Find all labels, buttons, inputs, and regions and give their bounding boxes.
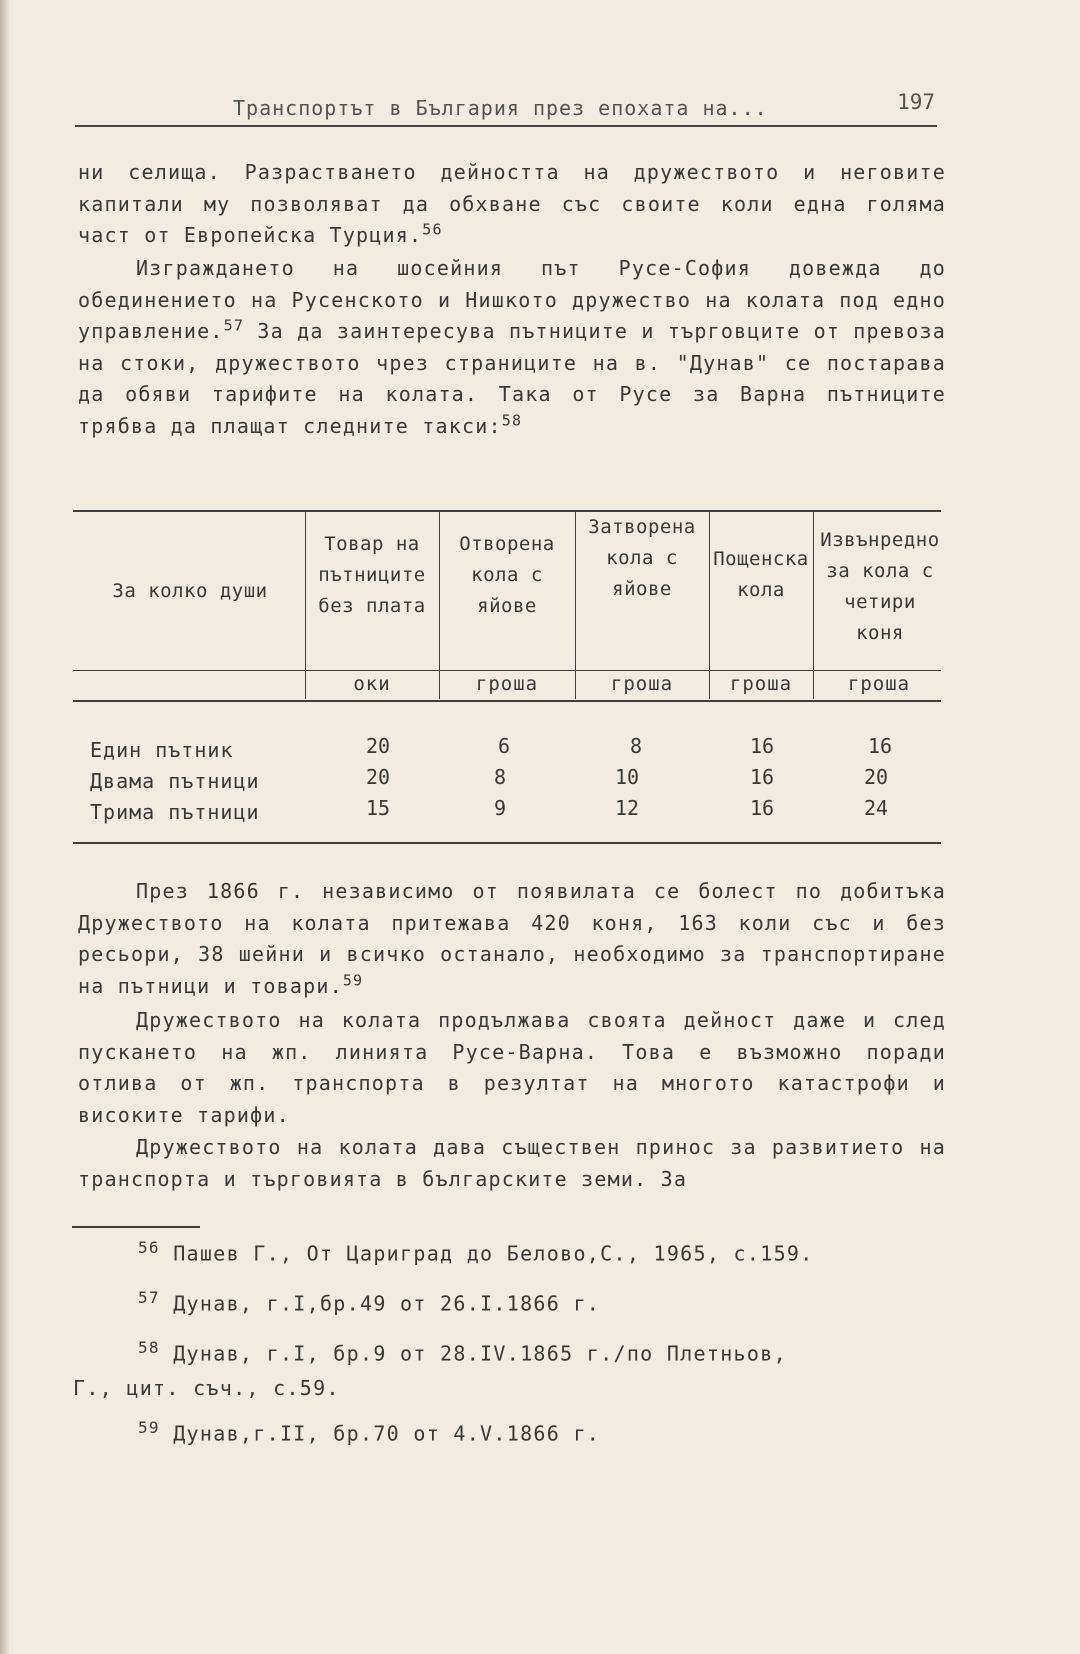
footnote-number: 58	[138, 1338, 160, 1357]
table-cell: 16	[867, 734, 893, 758]
table-cell: 20	[863, 765, 889, 789]
unit-label: гроша	[610, 673, 674, 695]
table-col-divider	[709, 511, 710, 699]
row-label: Трима пътници	[90, 800, 260, 824]
footnote-59	[138, 1418, 600, 1446]
footnote-number: 57	[138, 1288, 160, 1307]
footnote-separator	[72, 1226, 200, 1228]
col-header-closed-carriage: Затворена кола с яйове	[588, 516, 696, 600]
footnote-text: Дунав,г.II, бр.70 от 4.V.1866 г.	[173, 1421, 601, 1446]
col-header-mail-coach: Пощенска кола	[713, 548, 809, 601]
col-header-open-carriage: Отворена кола с яйове	[459, 532, 555, 617]
table-cell: 9	[493, 796, 507, 820]
table-cell: 16	[749, 734, 775, 758]
table-cell: 20	[365, 734, 391, 758]
page-spine-shadow	[0, 0, 9, 1654]
header-rule	[75, 125, 937, 127]
paragraph-2	[78, 253, 946, 442]
footnote-ref-56: 56	[422, 220, 443, 239]
footnote-text: Дунав, г.I, бр.9 от 28.IV.1865 г./по Плетньов,	[173, 1341, 787, 1366]
table-col-divider	[575, 511, 576, 699]
table-units-rule	[73, 700, 941, 702]
unit-label: гроша	[475, 673, 539, 695]
table-cell: 16	[749, 765, 775, 789]
paragraph-2-text-b: За да заинтересува пътниците и търговците от превоза на стоки, дружеството чрез страниците на в. "Дунав" се постарава да обяви тарифите на колата. Така от Русе за Варна пътниците трябва да плащат следните такси:	[78, 319, 946, 438]
footnote-58-continuation: Г., цит. съч., с.59.	[73, 1376, 340, 1400]
paragraph-3-text: През 1866 г. независимо от появилата се болест по добитъка Дружеството на колата притежава 420 коня, 163 коли със и без ресьори, 38 шейни и всичко останало, необходимо за транспортиране на пътници и товари.	[78, 879, 946, 998]
table-cell: 24	[863, 796, 889, 820]
paragraph-1	[78, 157, 946, 252]
col-header-luggage: Товар на пътниците без плата	[318, 532, 426, 617]
footnote-ref-58: 58	[501, 410, 523, 429]
footnote-57	[138, 1288, 600, 1316]
footnote-ref-57: 57	[223, 316, 245, 335]
running-head: Транспортът в България през епохата на...	[233, 96, 768, 120]
col-header-passengers: За колко души	[112, 579, 268, 602]
paragraph-2-text-a: Изграждането на шосейния път Русе-София довежда до обединението на Русенското и Нишкото дружество на колата под едно управление.	[78, 256, 946, 343]
page-number: 197	[897, 90, 935, 114]
table-cell: 20	[365, 765, 391, 789]
table-col-divider	[439, 511, 440, 699]
table-cell: 12	[614, 796, 640, 820]
unit-label: гроша	[729, 673, 793, 695]
footnote-number: 59	[138, 1418, 160, 1437]
table-col-divider	[305, 511, 306, 699]
paragraph-1-text: ни селища. Разрастването дейността на дружеството и неговите капитали му позволяват да обхване със своите коли една голяма част от Европейска Турция.	[78, 160, 946, 247]
table-cell: 15	[365, 796, 391, 820]
unit-label: оки	[353, 673, 391, 695]
footnote-58	[138, 1338, 787, 1366]
footnote-ref-59: 59	[342, 970, 364, 989]
row-label: Един пътник	[90, 738, 234, 762]
footnote-number: 56	[138, 1238, 160, 1257]
page-header	[75, 88, 937, 128]
unit-label: гроша	[847, 673, 911, 695]
paragraph-4: Дружеството на колата продължава своята дейност даже и след пускането на жп. линията Русе-Варна. Това е възможно поради отлива от жп. транспорта в резултат на многото катастрофи и високите тарифи.	[78, 1008, 946, 1127]
col-header-extraordinary: Извънредно за кола с четири коня	[820, 529, 940, 644]
row-label: Двама пътници	[90, 769, 260, 793]
table-cell: 8	[629, 734, 643, 758]
table-cell: 6	[497, 734, 511, 758]
paragraph-5: Дружеството на колата дава съществен принос за развитието на транспорта и търговията в българските земи. За	[78, 1135, 946, 1191]
footnote-56	[138, 1238, 814, 1266]
table-cell: 8	[493, 765, 507, 789]
table-cell: 10	[614, 765, 640, 789]
table-header-rule	[73, 670, 941, 671]
table-cell: 16	[749, 796, 775, 820]
footnote-text: Пашев Г., От Цариград до Белово,С., 1965, с.159.	[173, 1241, 814, 1266]
table-col-divider	[813, 511, 814, 699]
table-bottom-rule	[73, 842, 941, 844]
footnote-text: Дунав, г.I,бр.49 от 26.I.1866 г.	[173, 1291, 601, 1316]
paragraph-3	[78, 876, 946, 1002]
